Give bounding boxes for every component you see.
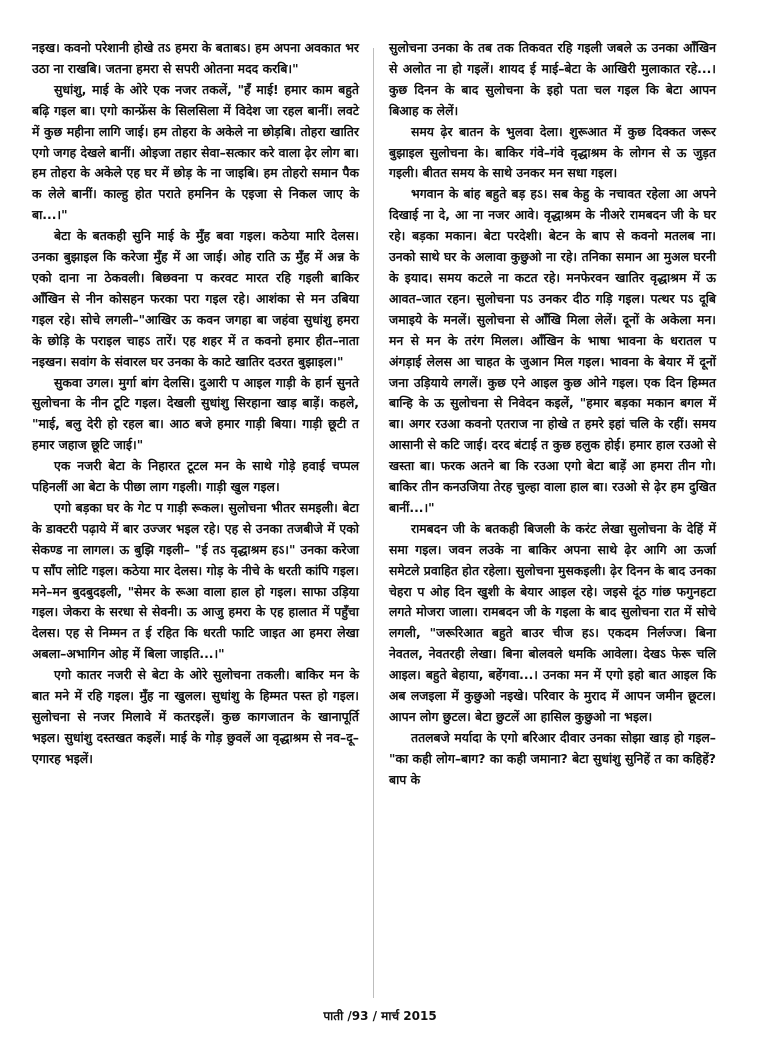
paragraph: ततलबजे मर्यादा के एगो बरिआर दीवार उनका सोझा खाड़ हो गइल– "का कही लोग–बाग? का कही जमाना? बेटा सुधांशु सुनिहें त का कहिहें? बाप के — [389, 729, 716, 787]
paragraph: सुधांशु, माई के ओरे एक नजर तकलें, "हँ माई! हमार काम बहुते बढ़ि गइल बा। एगो कान्फ्रेंस के सिलसिला में विदेश जा रहल बानीं। लवटे में कुछ महीना लागि जाई। हम तोहरा के अकेले ना छोड़बि। तोहरा खातिर एगो जगह देखले बानीं। ओइजा तहार सेवा–सत्कार करे वाला ढ़ेर लोग बा। हम तोहरा के अकेले एह घर में छोड़ के ना जाइबि। हम तोहरो समान पैक क लेले बानीं। काल्हु होत पराते हमनिन के एइजा से निकल जाए के बा...।" — [32, 81, 359, 223]
paragraph: रामबदन जी के बतकही बिजली के करंट लेखा सुलोचना के देहिं में समा गइल। जवन लउके ना बाकिर अपना साथे ढ़ेर आगि आ ऊर्जा समेटले प्रवाहित होत रहेला। सुलोचना मुसकइली। ढ़ेर दिनन के बाद उनका चेहरा प ओह दिन खुशी के बेयार आइल रहे। जइसे दूंठ गांछ फगुनहटा लगते मोजरा जाला। रामबदन जी के गइला के बाद सुलोचना रात में सोचे लगली, "जरूरिआत बहुते बाउर चीज हऽ। एकदम निर्लज्ज। बिना नेवतल, नेवतरही लेखा। बिना बोलवले धमकि आवेला। देखऽ फेरू चलि आइल। बहुते बेहाया, बहेंगवा...। उनका मन में एगो इहो बात आइल कि अब लजइला में कुछुओ नइखे। परिवार के मुराद में आपन जमीन छूटल। आपन लोग छुटल। बेटा छुटलें आ हासिल कुछुओ ना भइल। — [389, 520, 716, 724]
paragraph: सुकवा उगल। मुर्गा बांग देलसि। दुआरी प आइल गाड़ी के हार्न सुनते सुलोचना के नीन टूटि गइल। देखली सुधांशु सिरहाना खाड़ बाड़ें। कहले, "माई, बलु देरी हो रहल बा। आठ बजे हमार गाड़ी बिया। गाड़ी छूटी त हमार जहाज छूटि जाई।" — [32, 374, 359, 453]
paragraph: बेटा के बतकही सुनि माई के मुँह बवा गइल। कठेया मारि देलस। उनका बुझाइल कि करेजा मुँह में आ जाई। ओह राति ऊ मुँह में अन्न के एको दाना ना ठेकवली। बिछवना प करवट मारत रहि गइली बाकिर आँखिन से नीन कोसहन फरका परा गइल रहे। आशंका से मन उबिया गइल रहे। सोचे लगली–"आखिर ऊ कवन जगहा बा जहंवा सुधांशु हमरा के छोड़ि के पराइल चाहऽ तारें। एह शहर में त कवनो हमार हीत–नाता नइखन। सवांग के संवारल घर उनका के काटे खातिर दउरत बुझाइल।" — [32, 228, 359, 369]
paragraph: समय ढ़ेर बातन के भुलवा देला। शुरूआत में कुछ दिक्कत जरूर बुझाइल सुलोचना के। बाकिर गंवे–गंवे वृद्धाश्रम के लोगन से ऊ जुड़त गइली। बीतत समय के साथे उनकर मन सधा गइल। — [389, 123, 716, 181]
right-text-column — [389, 38, 716, 791]
paragraph: एगो कातर नजरी से बेटा के ओरे सुलोचना तकली। बाकिर मन के बात मने में रहि गइल। मुँह ना खुलल। सुधांशु के हिम्मत पस्त हो गइल। सुलोचना से नजर मिलावे में कतरइलें। कुछ कागजातन के खानापूर्ति भइल। सुधांशु दस्तखत कइलें। माई के गोड़ छुवलें आ वृद्धाश्रम से नव–दू–एगारह भइलें। — [32, 667, 359, 766]
paragraph: भगवान के बांह बहुते बड़ हऽ। सब केहु के नचावत रहेला आ अपने दिखाई ना दे, आ ना नजर आवे। वृद्धाश्रम के नीअरे रामबदन जी के घर रहे। बड़का मकान। बेटा परदेशी। बेटन के बाप से कवनो मतलब ना। उनको साथे घर के अलावा कुछुओ ना रहे। तनिका समान आ मुअल घरनी के इयाद। समय कटले ना कटत रहे। मनफेरवन खातिर वृद्धाश्रम में ऊ आवत–जात रहन। सुलोचना पऽ उनकर दीठ गड़ि गइल। पत्थर पऽ दूबि जमाइये के मनलें। सुलोचना से आँखि मिला लेलें। दूनों के अकेला मन। मन से मन के तरंग मिलल। आँखिन के भाषा भावना के धरातल प अंगड़ाई लेलस आ चाहत के जुआन मिल गइल। भावना के बेयार में दूनों जना उड़ियाये लगलें। कुछ एने आइल कुछ ओने गइल। एक दिन हिम्मत बान्हि के ऊ सुलोचना से निवेदन कइलें, "हमार बड़का मकान बगल में बा। अगर रउआ कवनो एतराज ना होखे त हमरे इहां चलि के रहीं। समय आसानी से कटि जाई। दरद बंटाई त कुछ हलुक होई। हमार हाल रउओ से खस्ता बा। फरक अतने बा कि रउआ एगो बेटा बाड़ें आ हमरा तीन गो। बाकिर तीन कनउजिया तेरह चुल्हा वाला हाल बा। रउओ से ढ़ेर हम दुखित बानीं...।" — [389, 186, 716, 515]
paragraph: एक नजरी बेटा के निहारत टूटल मन के साथे गोड़े हवाई चप्पल पहिनलीं आ बेटा के पीछा लाग गइली। गाड़ी खुल गइल। — [32, 458, 359, 495]
paragraph: एगो बड़का घर के गेट प गाड़ी रूकल। सुलोचना भीतर समइली। बेटा के डाक्टरी पढ़ाये में बार उज्जर भइल रहे। एह से उनका तजबीजे में एको सेकण्ड ना लागल। ऊ बुझि गइली– "ई तऽ वृद्धाश्रम हऽ।" उनका करेजा प साँप लोटि गइल। कठेया मार देलस। गोड़ के नीचे के धरती कांपि गइल। मने–मन बुदबुदइली, "सेमर के रूआ वाला हाल हो गइल। साफा उड़िया गइल। जेकरा के सरधा से सेवनी। ऊ आजु हमरा के एह हालात में पहुँचा देलस। एह से निम्मन त ई रहित कि धरती फाटि जाइत आ हमरा लेखा अबला–अभागिन ओह में बिला जाइति...।" — [32, 499, 359, 662]
paragraph: नइख। कवनो परेशानी होखे तऽ हमरा के बताबऽ। हम अपना अवकात भर उठा ना राखबि। जतना हमरा से सपरी ओतना मदद करबि।" — [32, 40, 359, 76]
column-divider — [373, 48, 374, 998]
paragraph: सुलोचना उनका के तब तक तिकवत रहि गइली जबले ऊ उनका आँखिन से अलोत ना हो गइलें। शायद ई माई–बेटा के आखिरी मुलाकात रहे...। कुछ दिनन के बाद सुलोचना के इहो पता चल गइल कि बेटा आपन बिआह क लेलें। — [389, 40, 716, 118]
page-footer: पाती /93 / मार्च 2015 — [323, 1009, 437, 1023]
left-text-column — [32, 38, 359, 770]
